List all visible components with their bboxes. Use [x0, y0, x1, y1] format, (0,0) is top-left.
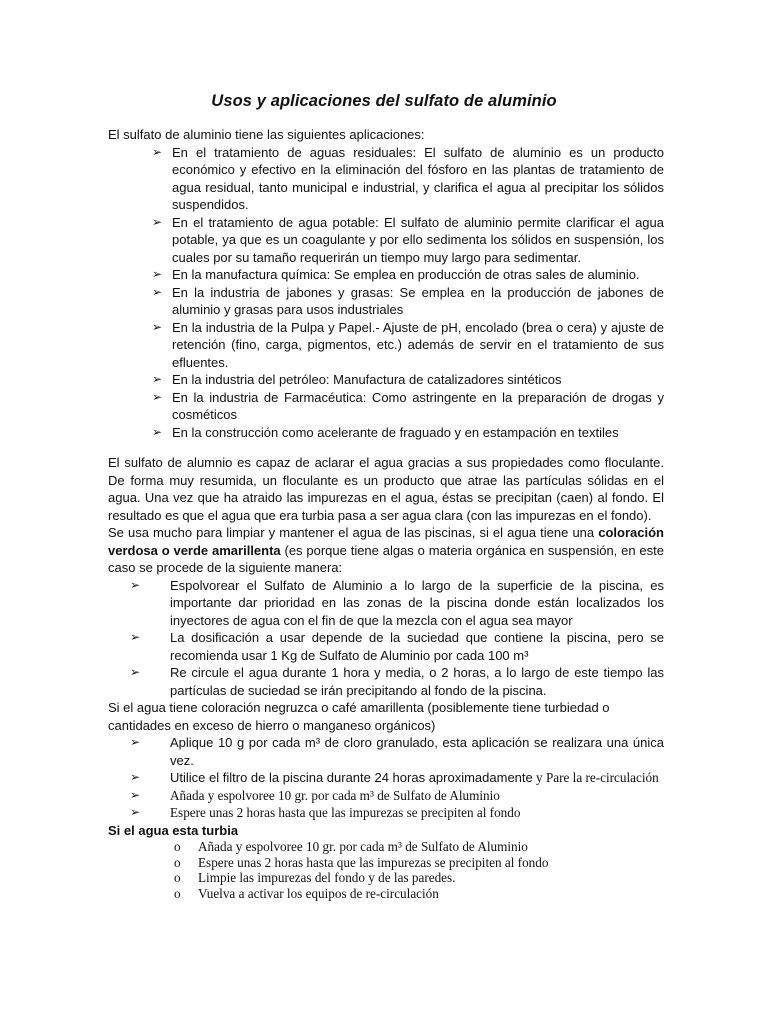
- arrow-bullet-icon: ➢: [130, 787, 141, 802]
- floculante-paragraph: El sulfato de alumnio es capaz de aclarar el agua gracias a sus propiedades como floculante. De forma muy resumida, un floculante es un producto que atrae las partículas sólidas en el agua. Una vez que ha atraido las impurezas en el agua, éstas se precipitan (caen) al fondo. El resultado es que el agua que era turbia pasa a ser agua clara (con las impurezas en el fondo).: [108, 455, 664, 523]
- list-item: ➢ En el tratamiento de aguas residuales: El sulfato de aluminio es un producto económico y efectivo en la eliminación del fósforo en las plantas de tratamiento de agua residual, tanto municipal e industrial, y clarifica el agua al precipitar los sólidos suspendidos.: [152, 144, 664, 212]
- arrow-bullet-icon: ➢: [130, 805, 141, 819]
- arrow-bullet-icon: ➢: [130, 735, 141, 749]
- list-item: ➢ En la industria de jabones y grasas: Se emplea en la producción de jabones de aluminio y grasas para usos industriales: [152, 284, 664, 317]
- list-item: ➢ Utilice el filtro de la piscina durante 24 horas aproximadamente y Pare la re-circulación: [130, 770, 659, 785]
- green-water-steps: [108, 577, 664, 700]
- list-item: ➢ La dosificación a usar depende de la suciedad que contiene la piscina, pero se recomienda usar 1 Kg de Sulfato de Aluminio por cada 100 m³: [130, 630, 664, 663]
- list-item: ➢ En el tratamiento de agua potable: El sulfato de aluminio permite clarificar el agua potable, ya que es un coagulante y por ello sedimenta los sólidos en suspensión, los cuales por su tamaño requerirán un tiempo muy largo para sedimentar.: [152, 214, 664, 265]
- arrow-bullet-icon: ➢: [130, 770, 141, 784]
- turbid-water-heading: Si el agua esta turbia: [108, 822, 239, 838]
- brown-water-steps: [108, 734, 664, 822]
- arrow-bullet-icon: ➢: [152, 267, 163, 281]
- arrow-bullet-icon: ➢: [130, 630, 141, 644]
- list-item: ➢ En la construcción como acelerante de fraguado y en estampación en textiles: [152, 424, 619, 440]
- list-item: ➢ En la manufactura química: Se emplea en producción de otras sales de aluminio.: [152, 267, 640, 282]
- brown-water-heading: Si el agua tiene coloración negruzca o café amarillenta (posiblemente tiene turbiedad o cantidades en exceso de hierro o manganeso orgánicos): [108, 700, 610, 733]
- circle-bullet-icon: o: [174, 870, 181, 886]
- arrow-bullet-icon: ➢: [152, 372, 163, 386]
- turbid-water-steps: [108, 839, 664, 901]
- list-item: o Vuelva a activar los equipos de re-circulación: [174, 885, 439, 901]
- list-item: ➢ Espolvorear el Sulfato de Aluminio a lo largo de la superficie de la piscina, es importante dar prioridad en las zonas de la piscina donde están localizados los inyectores de agua con el fin de que la mezcla con el agua sea mayor: [130, 577, 664, 628]
- circle-bullet-icon: o: [174, 854, 181, 870]
- arrow-bullet-icon: ➢: [152, 319, 163, 334]
- arrow-bullet-icon: ➢: [130, 577, 141, 592]
- applications-section: [108, 126, 664, 441]
- list-item: ➢ Aplique 10 g por cada m³ de cloro granulado, esta aplicación se realizara una única vez.: [130, 735, 664, 768]
- list-item: ➢ Re circule el agua durante 1 hora y media, o 2 horas, a lo largo de este tiempo las partículas de suciedad se irán precipitando al fondo de la piscina.: [130, 665, 664, 698]
- pool-section: [108, 454, 664, 901]
- list-item: ➢ En la industria de Farmacéutica: Como astringente en la preparación de drogas y cosméticos: [152, 389, 664, 422]
- list-item: ➢ Espere unas 2 horas hasta que las impurezas se precipiten al fondo: [130, 805, 521, 820]
- list-item: o Limpie las impurezas del fondo y de las paredes.: [174, 870, 456, 886]
- pool-paragraph: Se usa mucho para limpiar y mantener el agua de las piscinas, si el agua tiene una coloración verdosa o verde amarillenta (es porque tiene algas o materia orgánica en suspensión, en este caso se procede de la siguiente manera:: [108, 525, 664, 575]
- arrow-bullet-icon: ➢: [152, 144, 163, 159]
- arrow-bullet-icon: ➢: [152, 424, 163, 439]
- arrow-bullet-icon: ➢: [152, 214, 163, 229]
- applications-list: [108, 144, 664, 442]
- list-item: ➢ En la industria del petróleo: Manufactura de catalizadores sintéticos: [152, 372, 562, 387]
- intro-text: El sulfato de aluminio tiene las siguientes aplicaciones:: [108, 127, 425, 142]
- arrow-bullet-icon: ➢: [130, 665, 141, 679]
- arrow-bullet-icon: ➢: [152, 389, 163, 404]
- page-title: Usos y aplicaciones del sulfato de aluminio: [211, 92, 557, 110]
- arrow-bullet-icon: ➢: [152, 284, 163, 299]
- list-item: ➢ Añada y espolvoree 10 gr. por cada m³ de Sulfato de Aluminio: [130, 787, 500, 803]
- list-item: o Añada y espolvoree 10 gr. por cada m³ de Sulfato de Aluminio: [174, 839, 528, 854]
- list-item: ➢ En la industria de la Pulpa y Papel.- Ajuste de pH, encolado (brea o cera) y ajuste de retención (fino, carga, pigmentos, etc.) además de servir en el tratamiento de sus efluentes.: [152, 319, 664, 370]
- circle-bullet-icon: o: [174, 839, 181, 854]
- circle-bullet-icon: o: [174, 885, 181, 901]
- list-item: o Espere unas 2 horas hasta que las impurezas se precipiten al fondo: [174, 854, 549, 870]
